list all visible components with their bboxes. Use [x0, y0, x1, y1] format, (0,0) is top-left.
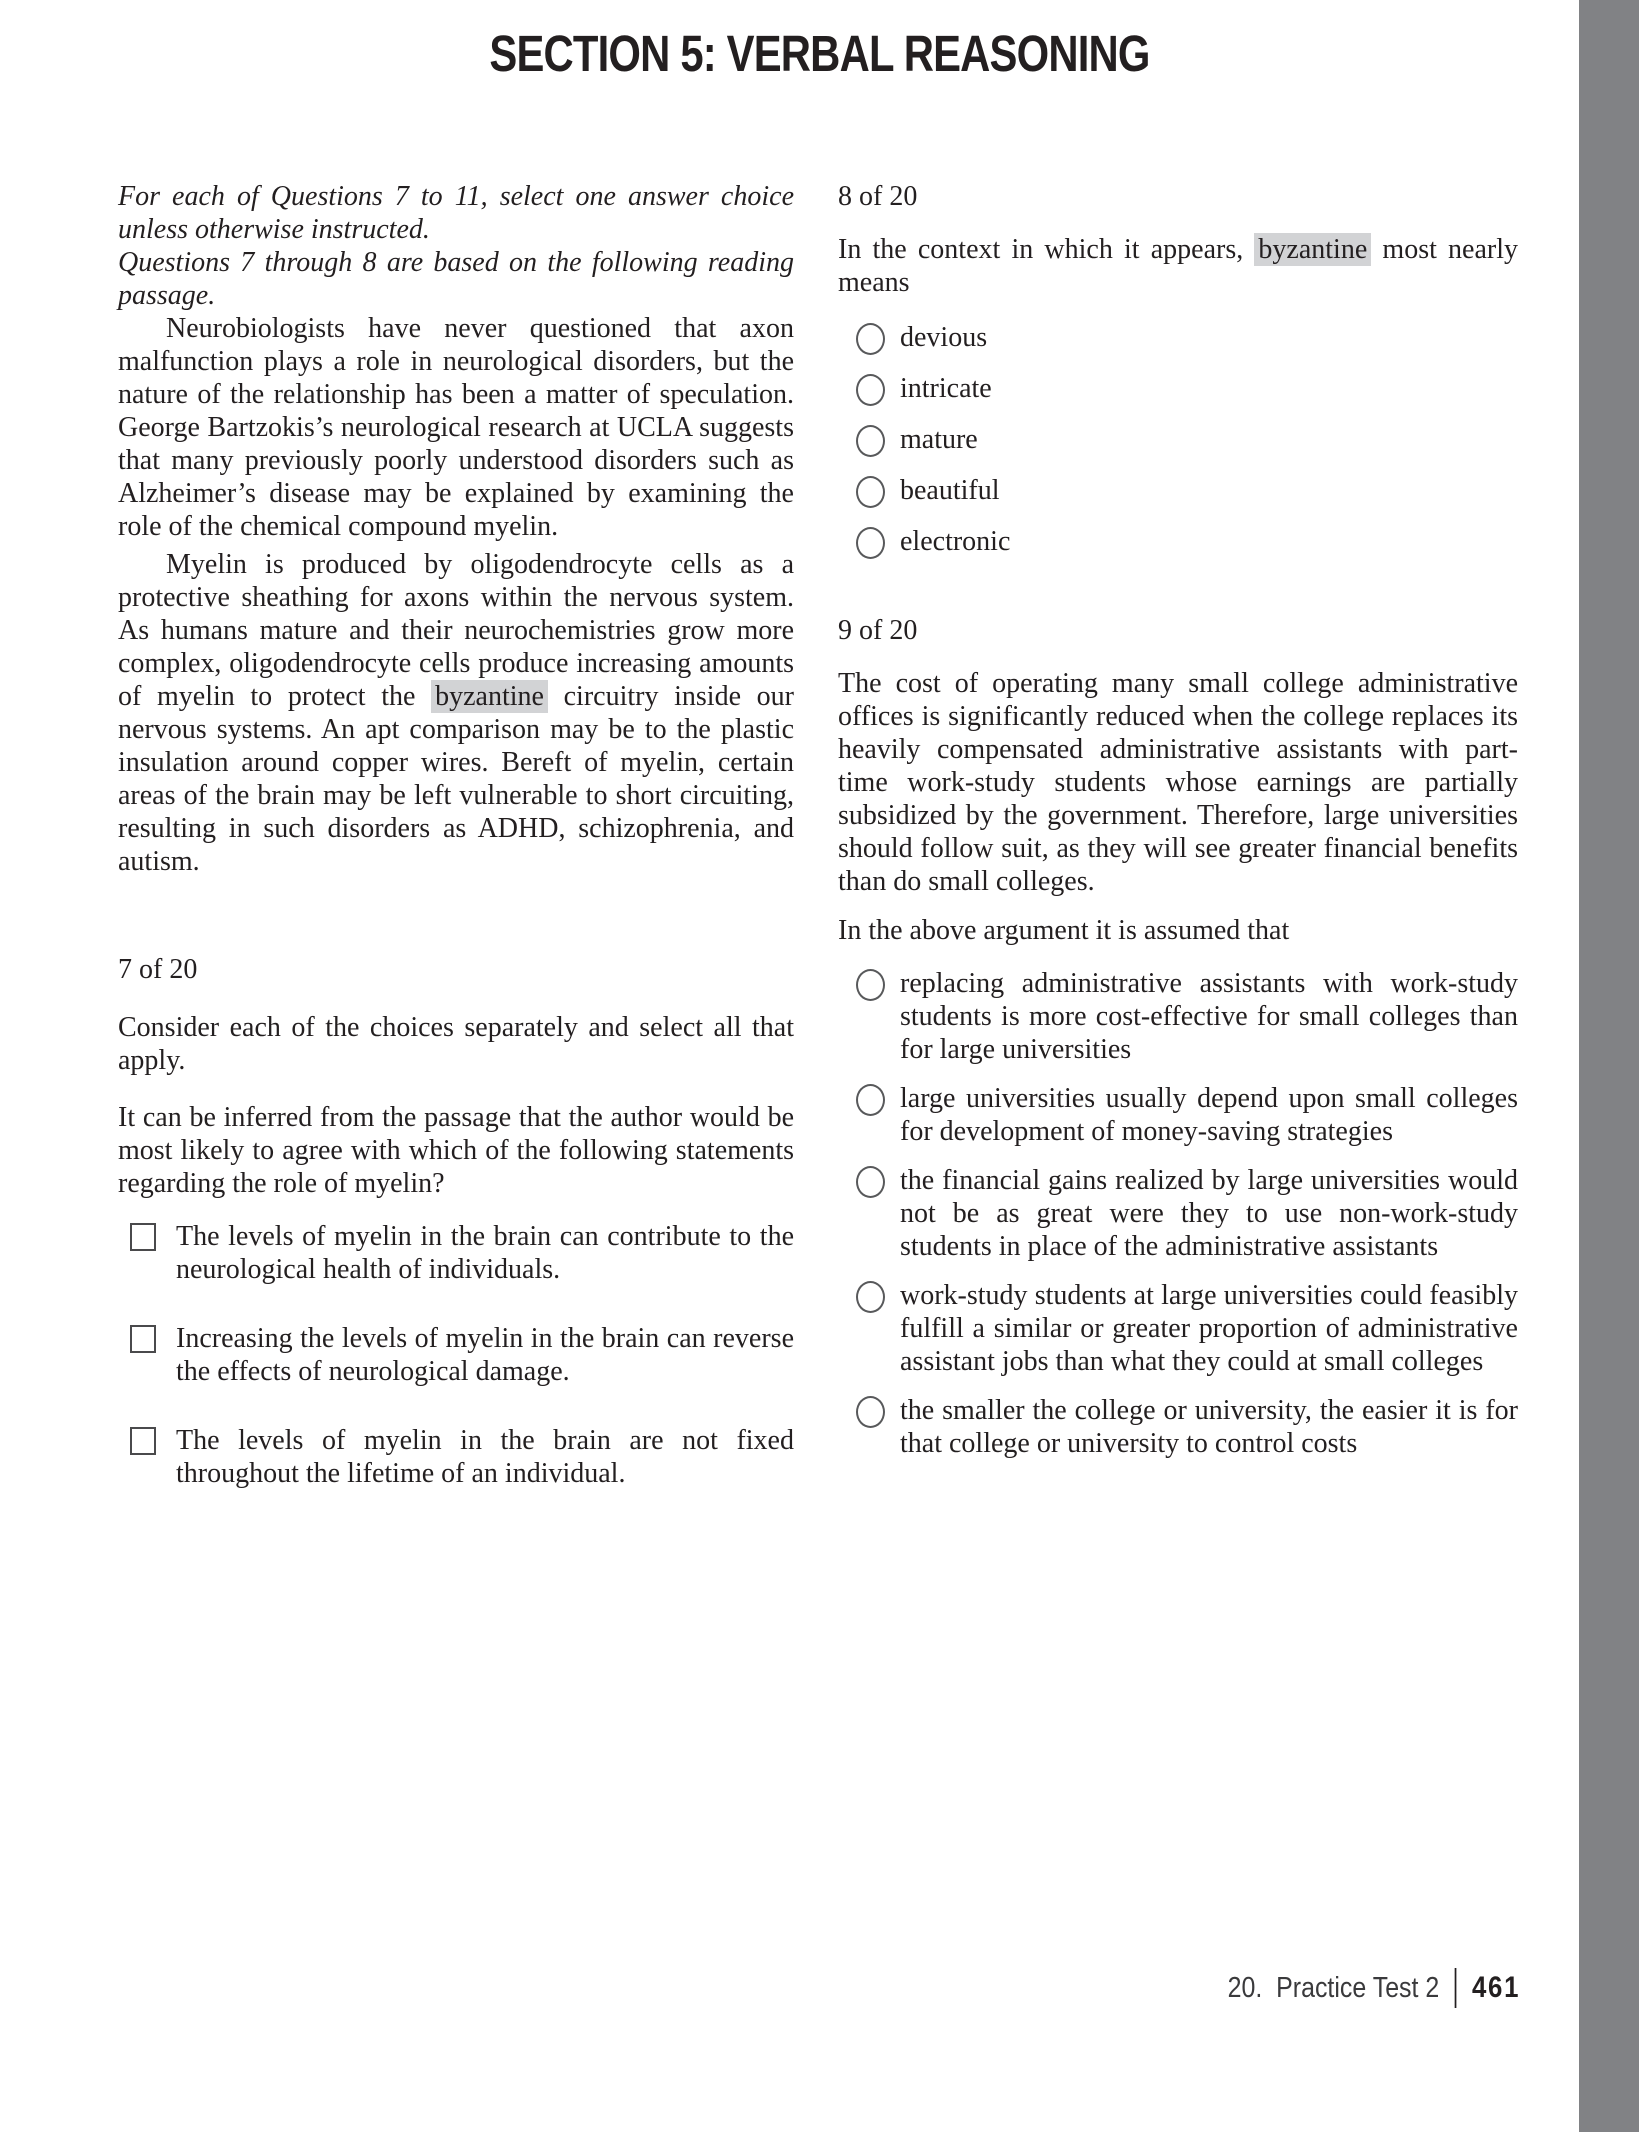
q8-option-4[interactable] — [838, 474, 1518, 508]
q8-option-1[interactable] — [838, 321, 1518, 355]
q8-option-2[interactable] — [838, 372, 1518, 406]
q7-option-3-label: The levels of myelin in the brain are not fixed throughout the lifetime of an individual. — [176, 1425, 794, 1489]
q9-option-1-label: replacing administrative assistants with work-study students is more cost-effective for small colleges than for large universities — [900, 968, 1518, 1065]
q7-option-1[interactable] — [118, 1220, 794, 1286]
footer-chapter-label: 20. Practice Test 2 — [1227, 1971, 1440, 2004]
radio-icon[interactable] — [856, 425, 885, 457]
q7-option-2[interactable] — [118, 1322, 794, 1388]
highlighted-word-byzantine: byzantine — [1254, 233, 1371, 266]
left-column — [118, 180, 794, 1490]
passage-paragraph-2 — [118, 548, 794, 878]
question-7-number: 7 of 20 — [118, 954, 198, 985]
question-8-stem — [838, 233, 1518, 299]
q8-option-4-label: beautiful — [900, 475, 1000, 506]
directions-passage-intro: Questions 7 through 8 are based on the following reading passage. — [118, 247, 794, 311]
q9-option-4[interactable] — [838, 1279, 1518, 1378]
q8-option-2-label: intricate — [900, 373, 992, 404]
q7-option-2-label: Increasing the levels of myelin in the brain can reverse the effects of neurological damage. — [176, 1323, 794, 1387]
q9-option-3-label: the financial gains realized by large universities would not be as great were they to use non-work-study students in place of the administrative assistants — [900, 1165, 1518, 1262]
page-footer — [1227, 1968, 1520, 2008]
question-7-stem: It can be inferred from the passage that the author would be most likely to agree with which of the following statements regarding the role of myelin? — [118, 1102, 794, 1199]
q9-option-5[interactable] — [838, 1394, 1518, 1460]
q9-option-3[interactable] — [838, 1164, 1518, 1263]
q8-option-1-label: devious — [900, 322, 988, 353]
footer-divider — [1455, 1968, 1457, 2008]
q8-stem-before: In the context in which it appears, — [838, 234, 1255, 265]
highlighted-word-byzantine: byzantine — [431, 680, 548, 713]
directions-general: For each of Questions 7 to 11, select one answer choice unless otherwise instructed. — [118, 181, 794, 245]
radio-icon[interactable] — [856, 1166, 885, 1198]
q8-option-3[interactable] — [838, 423, 1518, 457]
section-title: SECTION 5: VERBAL REASONING — [489, 25, 1150, 82]
passage-paragraph-2-after: circuitry inside our nervous systems. An apt comparison may be to the plastic insulation around copper wires. Bereft of myelin, certain areas of the brain may be left vulnerable to short circuiting, resulting in such disorders as ADHD, schizophrenia, and autism. — [118, 681, 794, 877]
passage-paragraph-2-before: Myelin is produced by oligodendrocyte cells as a protective sheathing for axons within the nervous system. As humans mature and their neurochemistries grow more complex, oligodendrocyte cells produce increasing amounts of myelin to protect the — [118, 549, 794, 712]
q9-option-4-label: work-study students at large universities could feasibly fulfill a similar or greater proportion of administrative assistant jobs than what they could at small colleges — [900, 1280, 1518, 1377]
checkbox-icon[interactable] — [130, 1223, 156, 1251]
footer-page-number: 461 — [1471, 1971, 1520, 2004]
right-column — [838, 180, 1518, 1460]
radio-icon[interactable] — [856, 1281, 885, 1313]
question-9-stem: In the above argument it is assumed that — [838, 915, 1290, 946]
q9-option-1[interactable] — [838, 967, 1518, 1066]
radio-icon[interactable] — [856, 374, 885, 406]
q7-option-3[interactable] — [118, 1424, 794, 1490]
radio-icon[interactable] — [856, 1396, 885, 1428]
checkbox-icon[interactable] — [130, 1427, 156, 1455]
page-edge-strip — [1579, 0, 1639, 2132]
q9-option-5-label: the smaller the college or university, the easier it is for that college or university to control costs — [900, 1395, 1518, 1459]
q8-option-5[interactable] — [838, 525, 1518, 559]
q8-option-3-label: mature — [900, 424, 978, 455]
question-7-directive: Consider each of the choices separately and select all that apply. — [118, 1012, 794, 1076]
q8-option-5-label: electronic — [900, 526, 1011, 557]
radio-icon[interactable] — [856, 476, 885, 508]
radio-icon[interactable] — [856, 969, 885, 1001]
question-9-argument: The cost of operating many small college administrative offices is significantly reduced when the college replaces its heavily compensated administrative assistants with part-time work-study students whose earnings are partially subsidized by the government. Therefore, large universities should follow suit, as they will see greater financial benefits than do small colleges. — [838, 668, 1518, 897]
q7-option-1-label: The levels of myelin in the brain can contribute to the neurological health of individuals. — [176, 1221, 794, 1285]
radio-icon[interactable] — [856, 323, 885, 355]
q9-option-2[interactable] — [838, 1082, 1518, 1148]
checkbox-icon[interactable] — [130, 1325, 156, 1353]
question-9-number: 9 of 20 — [838, 615, 918, 646]
question-8-number: 8 of 20 — [838, 181, 918, 212]
q8-stem-after: most nearly means — [838, 234, 1519, 298]
q9-option-2-label: large universities usually depend upon small colleges for development of money-saving strategies — [900, 1083, 1518, 1147]
radio-icon[interactable] — [856, 1084, 885, 1116]
passage-paragraph-1: Neurobiologists have never questioned that axon malfunction plays a role in neurological disorders, but the nature of the relationship has been a matter of speculation. George Bartzokis’s neurological research at UCLA suggests that many previously poorly understood disorders such as Alzheimer’s disease may be explained by examining the role of the chemical compound myelin. — [118, 313, 794, 542]
radio-icon[interactable] — [856, 527, 885, 559]
